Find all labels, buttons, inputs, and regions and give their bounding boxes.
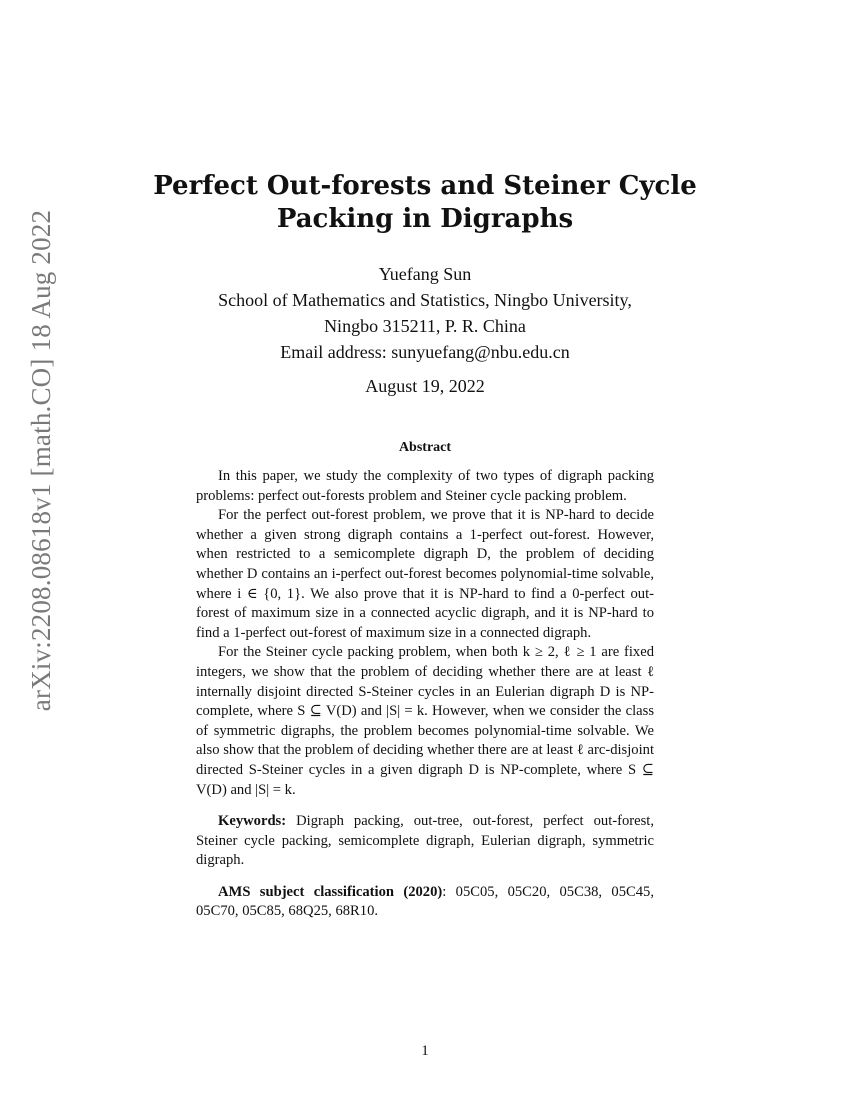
keywords-paragraph xyxy=(196,812,654,871)
title-line-2: Packing in Digraphs xyxy=(276,204,574,234)
email-line: Email address: sunyuefang@nbu.edu.cn xyxy=(280,342,570,362)
ams-codes: : 05C05, 05C20, 05C38, 05C45, 05C70, 05C85, 68Q25, 68R10. xyxy=(196,883,654,920)
abstract-paragraph-2: For the perfect out-forest problem, we prove that it is NP-hard to decide whether a given strong digraph contains a 1-perfect out-forest. However, when restricted to a semicomplete digraph D, the problem of deciding whether D contains an i-perfect out-forest becomes polynomial-time solvable, where i ∈ {0, 1}. We also prove that it is NP-hard to find a 0-perfect out-forest of maximum size in a connected acyclic digraph, and it is NP-hard to find a 1-perfect out-forest of maximum size in a connected digraph. xyxy=(196,507,654,641)
affiliation-line-2: Ningbo 315211, P. R. China xyxy=(324,316,526,336)
arxiv-stamp xyxy=(12,209,72,711)
arxiv-id: arXiv:2208.08618v1 [math.CO] 18 Aug 2022 xyxy=(26,209,57,711)
paper-title xyxy=(140,170,710,236)
keywords-text: Digraph packing, out-tree, out-forest, perfect out-forest, Steiner cycle packing, semicomplete digraph, Eulerian digraph, symmetric digraph. xyxy=(196,813,654,869)
abstract-paragraph-3: For the Steiner cycle packing problem, when both k ≥ 2, ℓ ≥ 1 are fixed integers, we show that the problem of deciding whether there are at least ℓ internally disjoint directed S-Steiner cycles in an Eulerian digraph D is NP-complete, where S ⊆ V(D) and |S| = k. However, when we consider the class of symmetric digraphs, the problem becomes polynomial-time solvable. We also show that the problem of deciding whether there are at least ℓ arc-disjoint directed S-Steiner cycles in a given digraph D is NP-complete, where S ⊆ V(D) and |S| = k. xyxy=(196,644,654,798)
abstract-heading: Abstract xyxy=(398,440,452,455)
ams-label: AMS subject classification (2020) xyxy=(218,883,443,900)
title-line-1: Perfect Out-forests and Steiner Cycle xyxy=(153,171,697,201)
ams-paragraph xyxy=(196,883,654,922)
affiliation-line-1: School of Mathematics and Statistics, Ningbo University, xyxy=(218,290,632,310)
author-block xyxy=(150,261,700,365)
author-name: Yuefang Sun xyxy=(378,264,472,284)
paper-date: August 19, 2022 xyxy=(365,376,485,396)
abstract-body xyxy=(196,467,654,922)
page-number: 1 xyxy=(421,1043,429,1059)
abstract-paragraph-1: In this paper, we study the complexity of two types of digraph packing problems: perfect out-forests problem and Steiner cycle packing problem. xyxy=(196,468,654,504)
keywords-label: Keywords: xyxy=(218,813,287,830)
